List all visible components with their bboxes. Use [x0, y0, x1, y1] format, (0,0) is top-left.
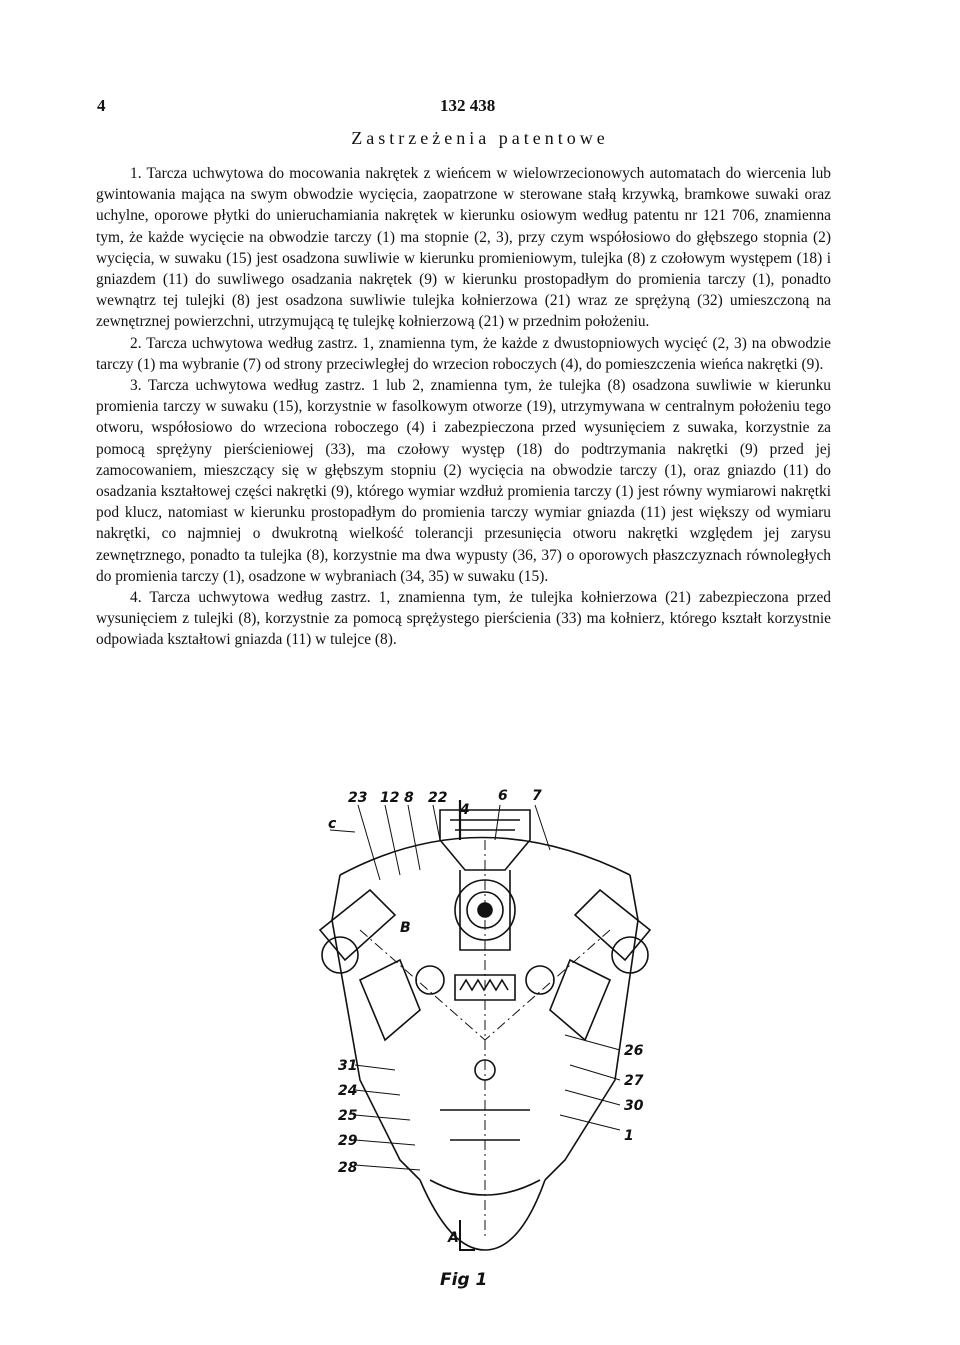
- page-number: 4: [97, 96, 106, 115]
- label-8: 8: [404, 790, 414, 806]
- claims-body: [96, 163, 831, 651]
- claim-3: 3. Tarcza uchwytowa według zastrz. 1 lub 2, znamienna tym, że tulejka (8) osadzona suwliwie w kierunku promienia tarczy w suwaku (15), korzystnie w fasolkowym otworze (19), utrzymywana w centralnym położeniu tego otworu, współosiowo do wrzeciona roboczego (4) i zabezpieczona przed wysunięciem z suwaka, korzystnie za pomocą sprężyny pierścieniowej (33), ma czołowy występ (18) do podtrzymania nakrętki (9) przed jej zamocowaniem, mieszczący się w głębszym stopniu (2) wycięcia na obwodzie tarczy (1), oraz gniazdo (11) do osadzania kształtowej części nakrętki (9), którego wymiar wzdłuż promienia tarczy (1) jest równy wymiarowi nakrętki pod klucz, natomiast w kierunku prostopadłym do promienia tarczy wymiar gniazda (11) jest większy od wymiaru nakrętki, co najmniej o dwukrotną wielkość tolerancji przesunięcia otworu nakrętki względem jej zarysu zewnętrznego, ponadto ta tulejka (8), korzystnie ma dwa wypusty (36, 37) o oporowych płaszczyznach równoległych do promienia tarczy (1), osadzone w wybraniach (34, 35) w suwaku (15).: [96, 377, 831, 585]
- figure-caption: Fig 1: [440, 1270, 488, 1290]
- label-7: 7: [532, 788, 542, 804]
- label-31: 31: [338, 1058, 358, 1074]
- label-b: B: [400, 920, 411, 936]
- section-label-a: A: [448, 1230, 459, 1246]
- label-25: 25: [338, 1108, 358, 1124]
- label-29: 29: [338, 1133, 358, 1149]
- label-26: 26: [624, 1043, 644, 1059]
- patent-number: 132 438: [440, 96, 496, 115]
- label-24: 24: [338, 1083, 358, 1099]
- claim-4: 4. Tarcza uchwytowa według zastrz. 1, znamienna tym, że tulejka kołnierzowa (21) zabezpieczona przed wysunięciem z tulejki (8), korzystnie za pomocą sprężystego pierścienia (33) ma kołnierz, którego kształt korzystnie odpowiada kształtowi gniazda (11) w tulejce (8).: [96, 589, 831, 649]
- label-12: 12: [380, 790, 400, 806]
- claim-2: 2. Tarcza uchwytowa według zastrz. 1, znamienna tym, że każde z dwustopniowych wycięć (2, 3) na obwodzie tarczy (1) ma wybranie (7) od strony przeciwległej do wrzecion roboczych (4), do pomieszczenia wieńca nakrętki (9).: [96, 334, 831, 373]
- label-1: 1: [624, 1128, 634, 1144]
- label-27: 27: [624, 1073, 644, 1089]
- claims-heading: Zastrzeżenia patentowe: [351, 128, 609, 148]
- claim-1: 1. Tarcza uchwytowa do mocowania nakrętek z wieńcem w wielowrzecionowych automatach do wiercenia lub gwintowania mająca na swym obwodzie wycięcia, zaopatrzone w sterowane stałą krzywką, bramkowe suwaki oraz uchylne, oporowe płytki do unieruchamiania nakrętek w kierunku osiowym według patentu nr 121 706, znamienna tym, że każde wycięcie na obwodzie tarczy (1) ma stopnie (2, 3), przy czym współosiowo do głębszego stopnia (2) wycięcia, w suwaku (15) jest osadzona suwliwie w kierunku promieniowym, tulejka (8) z czołowym występem (18) i gniazdem (11) do suwliwego osadzania nakrętek (9) w kierunku prostopadłym do promienia tarczy (1), ponadto wewnątrz tej tulejki (8) jest osadzona suwliwie tulejka kołnierzowa (21) wraz ze sprężyną (32) umieszczoną na zewnętrznej powierzchni, utrzymującą tę tulejkę kołnierzową (21) w przednim położeniu.: [96, 165, 831, 331]
- label-c: c: [328, 816, 337, 832]
- label-6: 6: [498, 788, 508, 804]
- drawing-svg: [300, 780, 670, 1300]
- label-28: 28: [338, 1160, 358, 1176]
- label-4: 4: [460, 802, 470, 818]
- technical-drawing: [300, 780, 670, 1300]
- label-23: 23: [348, 790, 368, 806]
- label-30: 30: [624, 1098, 644, 1114]
- label-22: 22: [428, 790, 448, 806]
